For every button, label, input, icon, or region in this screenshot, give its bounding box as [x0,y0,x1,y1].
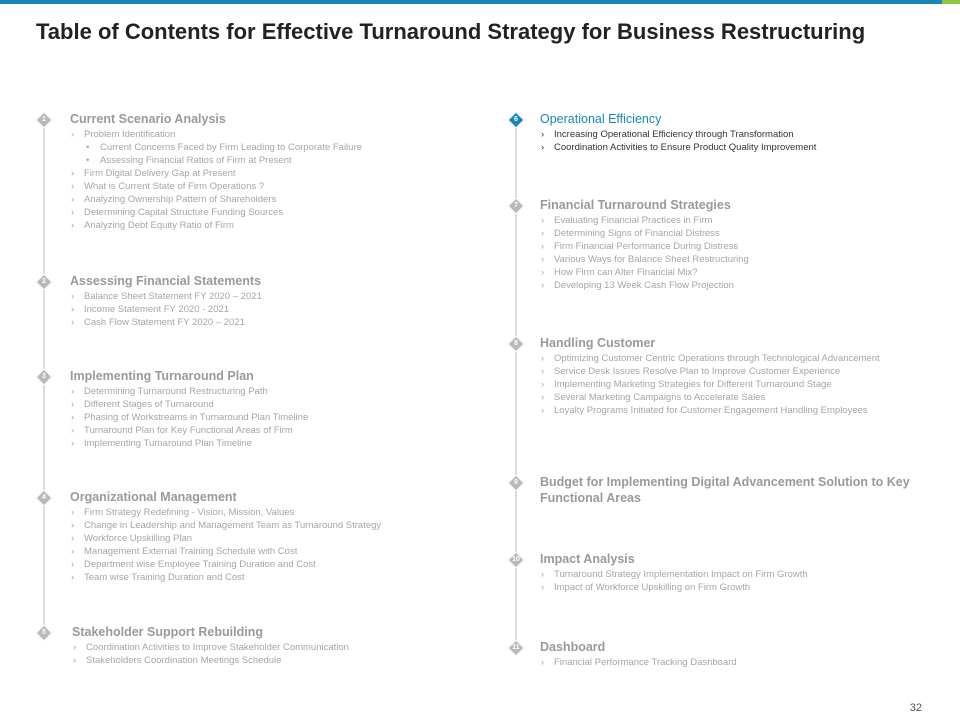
toc-item[interactable] [70,519,490,532]
section-items [72,641,492,667]
chevron-right-icon: › [71,546,75,557]
toc-item[interactable] [70,532,490,545]
section-number: 6 [514,116,518,123]
toc-item[interactable] [70,206,490,219]
chevron-right-icon: › [71,386,75,397]
toc-item[interactable] [540,404,920,417]
toc-item[interactable] [540,378,920,391]
chevron-right-icon: › [541,366,545,377]
toc-item[interactable] [70,303,490,316]
toc-item[interactable] [70,424,490,437]
section-number-marker [36,112,53,129]
chevron-right-icon: › [541,228,545,239]
chevron-right-icon: › [541,657,545,668]
toc-item[interactable] [540,581,920,594]
toc-item-label: Firm Financial Performance During Distress [554,241,739,252]
toc-item[interactable] [70,385,490,398]
toc-item-label: Phasing of Workstreams in Turnaround Plan Timeline [84,412,309,423]
chevron-right-icon: › [541,254,545,265]
chevron-right-icon: › [541,569,545,580]
toc-item-label: Loyalty Programs Initiated for Customer Engagement Handling Employees [554,405,868,416]
section-number-marker [36,490,53,507]
toc-item-label: Analyzing Ownership Pattern of Shareholders [84,194,277,205]
toc-item[interactable] [70,545,490,558]
toc-item-label: Evaluating Financial Practices in Firm [554,215,713,226]
chevron-right-icon: › [71,207,75,218]
toc-item[interactable] [70,411,490,424]
toc-item[interactable] [70,128,490,141]
toc-item[interactable] [540,214,920,227]
toc-item[interactable] [70,193,490,206]
toc-item-label: Turnaround Strategy Implementation Impact on Firm Growth [554,569,808,580]
page-number: 32 [909,702,922,714]
toc-section[interactable] [540,111,920,154]
section-title[interactable]: Budget for Implementing Digital Advancement Solution to Key Functional Areas [540,475,910,505]
section-title[interactable]: Assessing Financial Statements [70,274,262,288]
toc-item-label: Stakeholders Coordination Meetings Schedule [86,655,282,666]
section-title[interactable]: Organizational Management [70,490,237,504]
toc-item-label: Coordination Activities to Improve Stakeholder Communication [86,642,349,653]
chevron-right-icon: › [71,507,75,518]
toc-item[interactable] [540,266,920,279]
chevron-right-icon: › [541,280,545,291]
toc-item[interactable] [70,398,490,411]
toc-item-label: Different Stages of Turnaround [84,399,214,410]
toc-item-label: Assessing Financial Ratios of Firm at Present [100,155,292,166]
chevron-right-icon: › [71,533,75,544]
toc-item-label: Department wise Employee Training Duration and Cost [84,559,316,570]
toc-item[interactable] [540,391,920,404]
toc-section[interactable] [70,273,490,329]
section-items [70,506,490,584]
section-items [540,214,920,292]
toc-section[interactable] [540,197,920,292]
section-items [540,352,920,417]
chevron-right-icon: › [73,655,77,666]
chevron-right-icon: › [73,642,77,653]
toc-item[interactable] [540,568,920,581]
toc-item-label: Analyzing Debt Equity Ratio of Firm [84,220,234,231]
toc-item-label: What is Current State of Firm Operations ? [84,181,265,192]
chevron-right-icon: › [541,142,545,153]
toc-item[interactable] [72,654,492,667]
section-number-marker [508,552,525,569]
toc-item[interactable] [72,641,492,654]
toc-item[interactable] [70,316,490,329]
section-items [540,128,920,154]
toc-item[interactable] [540,227,920,240]
toc-item-label: Firm Strategy Redefining - Vision, Mission, Values [84,507,295,518]
toc-item-label: Impact of Workforce Upskilling on Firm Growth [554,582,751,593]
toc-item[interactable] [540,240,920,253]
toc-item-label: Optimizing Customer Centric Operations through Technological Advancement [554,353,880,364]
chevron-right-icon: › [541,215,545,226]
toc-item[interactable] [70,571,490,584]
toc-item-label: Income Statement FY 2020 - 2021 [84,304,230,315]
toc-item[interactable] [70,506,490,519]
toc-item-label: Implementing Turnaround Plan Timeline [84,438,252,449]
section-number-marker [508,475,525,492]
toc-section[interactable] [70,368,490,450]
section-title[interactable]: Operational Efficiency [540,112,662,126]
chevron-right-icon: › [71,438,75,449]
section-title[interactable]: Financial Turnaround Strategies [540,198,731,212]
chevron-right-icon: › [71,520,75,531]
chevron-right-icon: › [71,412,75,423]
section-number-marker [508,198,525,215]
chevron-right-icon: › [541,405,545,416]
section-number-marker [508,336,525,353]
toc-item[interactable] [540,141,920,154]
toc-item-label: Workforce Upskilling Plan [84,533,193,544]
chevron-right-icon: › [71,181,75,192]
chevron-right-icon: › [71,304,75,315]
toc-item[interactable] [70,180,490,193]
toc-item-label: Determining Signs of Financial Distress [554,228,720,239]
section-title[interactable]: Current Scenario Analysis [70,112,226,126]
section-number: 10 [512,556,520,563]
section-items [540,656,920,669]
toc-section[interactable] [540,551,920,594]
toc-item[interactable] [540,656,920,669]
toc-item-label: Various Ways for Balance Sheet Restructuring [554,254,749,265]
bullet-icon: • [86,155,90,166]
section-number: 9 [514,479,518,486]
toc-item[interactable] [540,128,920,141]
section-title[interactable]: Handling Customer [540,336,656,350]
toc-item-label: Increasing Operational Efficiency through Transformation [554,129,794,140]
toc-item[interactable] [540,253,920,266]
section-number: 4 [42,494,46,501]
toc-item-label: Several Marketing Campaigns to Accelerate Sales [554,392,766,403]
toc-item-label: Turnaround Plan for Key Functional Areas of Firm [84,425,293,436]
section-items [70,290,490,329]
section-number-marker [508,112,525,129]
section-items [70,385,490,450]
toc-item[interactable] [540,279,920,292]
toc-item[interactable] [540,352,920,365]
toc-item-label: Team wise Training Duration and Cost [84,572,245,583]
chevron-right-icon: › [541,267,545,278]
top-accent-bar-green [942,0,960,4]
toc-section[interactable] [540,474,920,507]
toc-section[interactable] [540,639,920,669]
toc-item-label: Coordination Activities to Ensure Product Quality Improvement [554,142,817,153]
section-number: 5 [42,629,46,636]
section-items [70,128,490,232]
section-title[interactable]: Stakeholder Support Rebuilding [72,625,263,639]
section-number: 8 [514,340,518,347]
chevron-right-icon: › [71,168,75,179]
toc-item[interactable] [70,154,490,167]
toc-item-label: Service Desk Issues Resolve Plan to Improve Customer Experience [554,366,841,377]
section-number: 7 [514,202,518,209]
section-number: 1 [42,116,46,123]
toc-item-label: Cash Flow Statement FY 2020 – 2021 [84,317,245,328]
toc-item-label: Change in Leadership and Management Team as Turnaround Strategy [84,520,382,531]
chevron-right-icon: › [71,572,75,583]
section-number-marker [36,274,53,291]
top-accent-bar [0,0,960,4]
chevron-right-icon: › [71,425,75,436]
toc-item[interactable] [70,437,490,450]
toc-item-label: Determining Turnaround Restructuring Path [84,386,268,397]
section-number-marker [508,640,525,657]
chevron-right-icon: › [541,241,545,252]
chevron-right-icon: › [71,129,75,140]
toc-section[interactable] [72,624,492,667]
section-number: 2 [42,278,46,285]
chevron-right-icon: › [71,291,75,302]
bullet-icon: • [86,142,90,153]
section-title[interactable]: Implementing Turnaround Plan [70,369,254,383]
toc-item-label: Implementing Marketing Strategies for Different Turnaround Stage [554,379,832,390]
toc-item-label: Balance Sheet Statement FY 2020 – 2021 [84,291,262,302]
toc-section[interactable] [540,335,920,417]
section-number-marker [36,369,53,386]
chevron-right-icon: › [541,392,545,403]
section-number-marker [36,625,53,642]
chevron-right-icon: › [71,559,75,570]
toc-item[interactable] [70,558,490,571]
section-title[interactable]: Impact Analysis [540,552,635,566]
toc-item[interactable] [540,365,920,378]
chevron-right-icon: › [71,399,75,410]
toc-item-label: How Firm can Alter Financial Mix? [554,267,698,278]
section-number: 3 [42,373,46,380]
toc-item-label: Developing 13 Week Cash Flow Projection [554,280,734,291]
section-items [540,568,920,594]
toc-item[interactable] [70,141,490,154]
chevron-right-icon: › [541,379,545,390]
chevron-right-icon: › [541,129,545,140]
toc-item-label: Determining Capital Structure Funding Sources [84,207,284,218]
chevron-right-icon: › [541,582,545,593]
toc-item-label: Financial Performance Tracking Dashboard [554,657,737,668]
section-title[interactable]: Dashboard [540,640,606,654]
toc-section[interactable] [70,489,490,584]
toc-item[interactable] [70,219,490,232]
toc-item-label: Management External Training Schedule with Cost [84,546,298,557]
chevron-right-icon: › [71,220,75,231]
toc-item[interactable] [70,167,490,180]
page-title: Table of Contents for Effective Turnaround Strategy for Business Restructuring [36,19,866,44]
toc-section[interactable] [70,111,490,232]
chevron-right-icon: › [541,353,545,364]
toc-item-label: Problem Identification [84,129,176,140]
section-number: 11 [512,644,520,651]
toc-item-label: Firm Digital Delivery Gap at Present [84,168,236,179]
chevron-right-icon: › [71,317,75,328]
toc-item-label: Current Concerns Faced by Firm Leading to Corporate Failure [100,142,362,153]
chevron-right-icon: › [71,194,75,205]
toc-item[interactable] [70,290,490,303]
